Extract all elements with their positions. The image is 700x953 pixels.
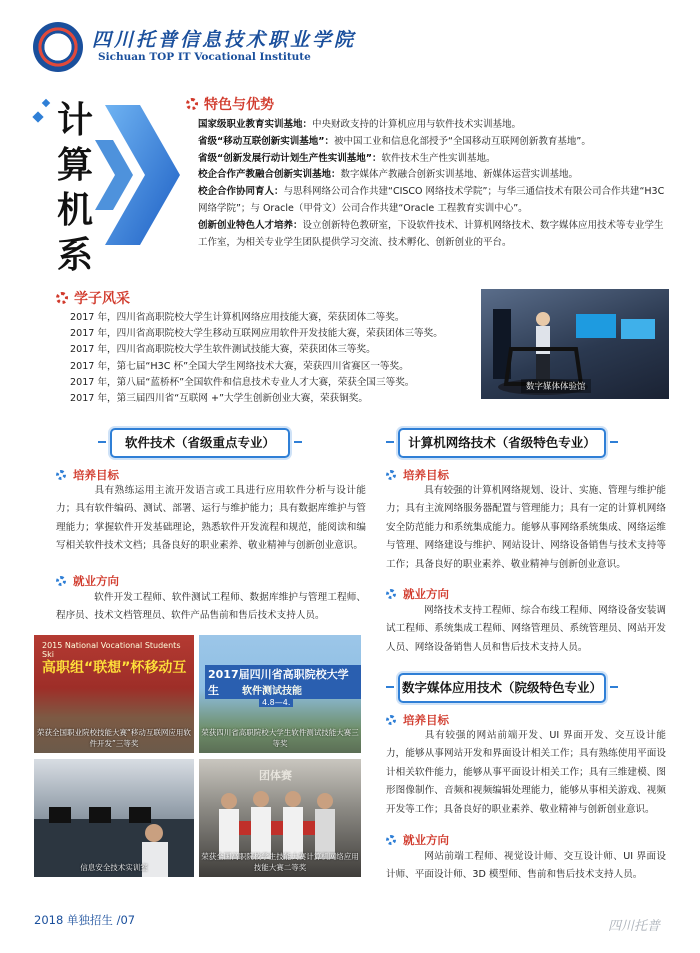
banner-line-1: 2017届四川省高职院校大学生 xyxy=(205,665,361,699)
photo-caption: 信息安全技术实训室 xyxy=(80,863,148,872)
department-title xyxy=(53,98,97,278)
lab-scene xyxy=(34,759,194,877)
gear-icon xyxy=(386,715,396,725)
media-job-heading: 就业方向 xyxy=(386,832,449,848)
photo-caption: 数字媒体体验馆 xyxy=(521,379,591,393)
feature-item: 校企合作产教融合创新实训基地：数字媒体产教融合创新实训基地、新媒体运营实训基地。 xyxy=(198,169,579,181)
photo-caption: 荣获四川省高职院校大学生软件测试技能大赛三等奖 xyxy=(201,728,359,748)
award-item: 2017 年，第七届“H3C 杯”全国大学生网络技术大赛，荣获四川省赛区一等奖。 xyxy=(70,360,409,372)
gear-icon xyxy=(186,98,198,110)
gear-icon xyxy=(386,835,396,845)
network-title: 计算机网络技术（省级特色专业） xyxy=(398,428,606,458)
gear-icon xyxy=(56,292,68,304)
photo-caption: 荣获全国高职院校学生技能大赛计算机网络应用技能大赛二等奖 xyxy=(201,852,359,872)
software-job-text: 软件开发工程师、软件测试工程师、数据库维护与管理工程师、程序员、技术文档管理员、软件产品售前和售后技术支持人员。 xyxy=(56,592,366,622)
chevron-decoration xyxy=(95,100,185,250)
award-item: 2017 年，四川省高职院校大学生软件测试技能大赛，荣获团体三等奖。 xyxy=(70,344,376,356)
gear-icon xyxy=(386,589,396,599)
lab-photo xyxy=(34,759,194,877)
feature-item: 省级“移动互联创新实训基地”：被中国工业和信息化部授予“全国移动互联网创新教育基地”。 xyxy=(198,135,591,147)
feature-item: 创新创业特色人才培养：设立创新特色教研室，下设软件技术、计算机网络技术、数字媒体应用技术等专业学生工作室，为相关专业学生团队提供学习交流、技术孵化、创新创业的平台。 xyxy=(198,219,664,248)
banner-text-cn: 高职组“联想”杯移动互 xyxy=(42,660,187,676)
banner-line-2: 软件测试技能 xyxy=(239,682,305,697)
vr-photo xyxy=(481,289,669,399)
award-item: 2017 年，四川省高职院校大学生计算机网络应用技能大赛，荣获团体二等奖。 xyxy=(70,312,405,323)
award-item: 2017 年，四川省高职院校大学生移动互联网应用软件开发技能大赛，荣获团体三等奖。 xyxy=(70,328,443,340)
network-goal-text: 具有较强的计算机网络规划、设计、实施、管理与维护能力；具有主流网络服务器配置与管理能力；具有一定的计算机网络安全防范能力和系统集成能力。能够从事网络系统集成、网络运维与管理、网络建设与维护、网站设计、网络设备销售与技术支持等工作；具备良好的职业素养、敬业精神与创新创业意识。 xyxy=(386,485,666,570)
photo-caption: 荣获全国职业院校技能大赛“移动互联网应用软件开发”三等奖 xyxy=(37,728,191,748)
feature-item: 省级“创新发展行动计划生产性实训基地”：软件技术生产性实训基地。 xyxy=(198,152,496,164)
department-char: 系 xyxy=(56,235,93,276)
software-goal-text: 具有熟练运用主流开发语言或工具进行应用软件分析与设计能力；具有软件编码、测试、部署、运行与维护能力；具有数据库维护与管理能力；掌握软件开发基础理论，熟悉软件开发流程和规范，能阅读和编写相关软件技术文档；具备良好的职业素养、敬业精神与创新创业意识。 xyxy=(56,485,366,552)
gear-icon xyxy=(386,470,396,480)
page-footer: 2018 单独招生 /07 xyxy=(34,913,136,927)
banner-text-en: 2015 National Vocational Students Ski xyxy=(42,641,181,659)
footer-signature: 四川托普 xyxy=(608,919,661,934)
department-char: 计 xyxy=(56,100,93,141)
banner-line-3: 4.8—4. xyxy=(259,698,293,707)
award-item: 2017 年，第三届四川省“互联网 +”大学生创新创业大赛，荣获铜奖。 xyxy=(70,393,368,405)
software-title: 软件技术（省级重点专业） xyxy=(110,428,290,458)
network-job-heading: 就业方向 xyxy=(386,586,449,602)
competition-photo xyxy=(34,635,194,753)
competition-photo xyxy=(199,635,361,753)
decor-diamond xyxy=(32,111,43,122)
features-heading: 特色与优势 xyxy=(186,94,274,114)
team-photo xyxy=(199,759,361,877)
software-job-heading: 就业方向 xyxy=(56,573,119,589)
network-job-text: 网络技术支持工程师、综合布线工程师、网络设备安装调试工程师、系统集成工程师、网络管理员、系统管理员、网站开发人员、网络设备销售人员和售后技术支持人员。 xyxy=(386,605,666,653)
awards-list xyxy=(70,310,470,407)
photo-top-text: 团体赛 xyxy=(259,769,292,782)
feature-item: 国家级职业教育实训基地：中央财政支持的计算机应用与软件技术实训基地。 xyxy=(198,119,522,130)
network-goal-heading: 培养目标 xyxy=(386,467,449,483)
awards-heading: 学子风采 xyxy=(56,288,130,308)
features-list xyxy=(198,117,668,251)
feature-item: 校企合作协同育人：与思科网络公司合作共建“CISCO 网络技术学院”；与华三通信技术有限公司合作共建“H3C 网络学院”；与 Oracle（甲骨文）公司合作共建“Oracle 工程教育实训中心”。 xyxy=(198,186,665,214)
award-item: 2017 年，第八届“蓝桥杯”全国软件和信息技术专业人才大赛，荣获全国三等奖。 xyxy=(70,376,415,388)
media-title: 数字媒体应用技术（院级特色专业） xyxy=(398,673,606,703)
school-name-en: Sichuan TOP IT Vocational Institute xyxy=(98,51,311,63)
software-goal-heading: 培养目标 xyxy=(56,467,119,483)
media-job-text: 网站前端工程师、视觉设计师、交互设计师、UI 界面设计师、平面设计师、3D 模型师、售前和售后技术支持人员。 xyxy=(386,851,666,881)
media-goal-text: 具有较强的网站前端开发、UI 界面开发、交互设计能力，能够从事网站开发和界面设计相关工作；具有熟练使用平面设计相关软件能力，能够从事平面设计相关工作；具有三维建模、图形图像制作、音频和视频编辑处理能力，能够从事相关游戏、视频开发等工作；具备良好的职业素养、敬业精神与创新创业意识。 xyxy=(386,730,666,815)
school-logo xyxy=(33,22,83,72)
decor-diamond xyxy=(42,99,50,107)
media-goal-heading: 培养目标 xyxy=(386,712,449,728)
gear-icon xyxy=(56,576,66,586)
gear-icon xyxy=(56,470,66,480)
department-char: 机 xyxy=(56,190,93,231)
department-char: 算 xyxy=(56,145,93,186)
school-name-cn: 四川托普信息技术职业学院 xyxy=(92,29,357,51)
